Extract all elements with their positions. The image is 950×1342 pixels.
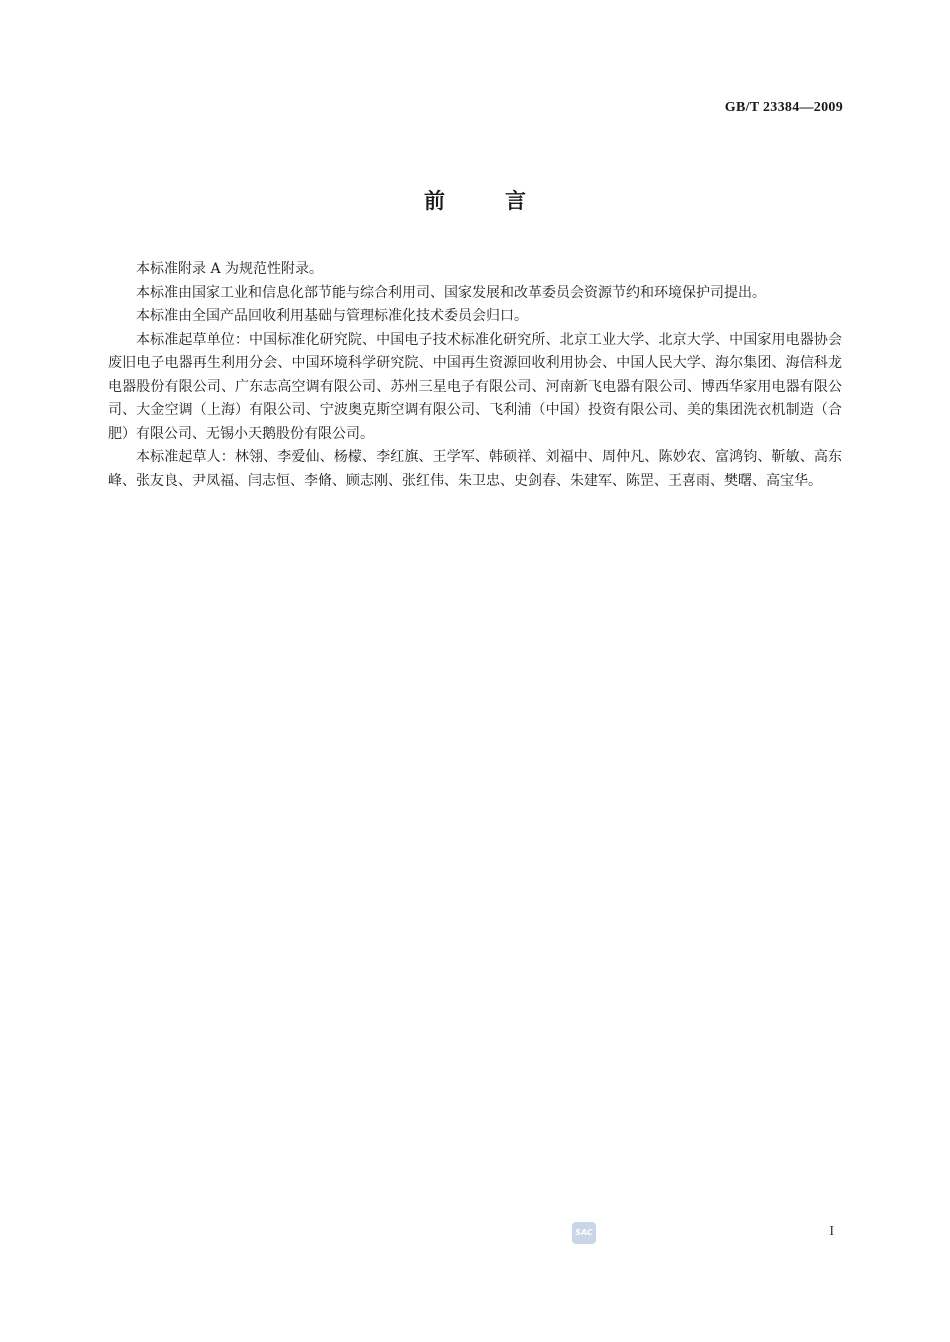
sac-logo-icon: SAC xyxy=(572,1222,596,1244)
page-number: I xyxy=(829,1224,834,1239)
paragraph-appendix: 本标准附录 A 为规范性附录。 xyxy=(136,261,324,277)
paragraph-drafting-units: 本标准起草单位：中国标准化研究院、中国电子技术标准化研究所、北京工业大学、北京大学、中国家用电器协会废旧电子电器再生利用分会、中国环境科学研究院、中国再生资源回收利用协会、中国人民大学、海尔集团、海信科龙电器股份有限公司、广东志高空调有限公司、苏州三星电子有限公司、河南新飞电器有限公司、博西华家用电器有限公司、大金空调（上海）有限公司、宁波奥克斯空调有限公司、飞利浦（中国）投资有限公司、美的集团洗衣机制造（合肥）有限公司、无锡小天鹅股份有限公司。 xyxy=(108,331,842,442)
paragraph-proposer: 本标准由国家工业和信息化部节能与综合利用司、国家发展和改革委员会资源节约和环境保护司提出。 xyxy=(136,284,766,301)
paragraph-committee: 本标准由全国产品回收利用基础与管理标准化技术委员会归口。 xyxy=(136,308,528,324)
page-title: 前言 xyxy=(424,189,586,213)
document-body xyxy=(108,258,842,493)
paragraph-drafters: 本标准起草人：林翎、李爱仙、杨檬、李红旗、王学军、韩硕祥、刘福中、周仲凡、陈妙农、富鸿钧、靳敏、高东峰、张友良、尹凤福、闫志恒、李脩、顾志刚、张红伟、朱卫忠、史剑春、朱建军、陈罡、王喜雨、樊曙、高宝华。 xyxy=(108,449,842,489)
standard-code: GB/T 23384—2009 xyxy=(724,100,843,115)
